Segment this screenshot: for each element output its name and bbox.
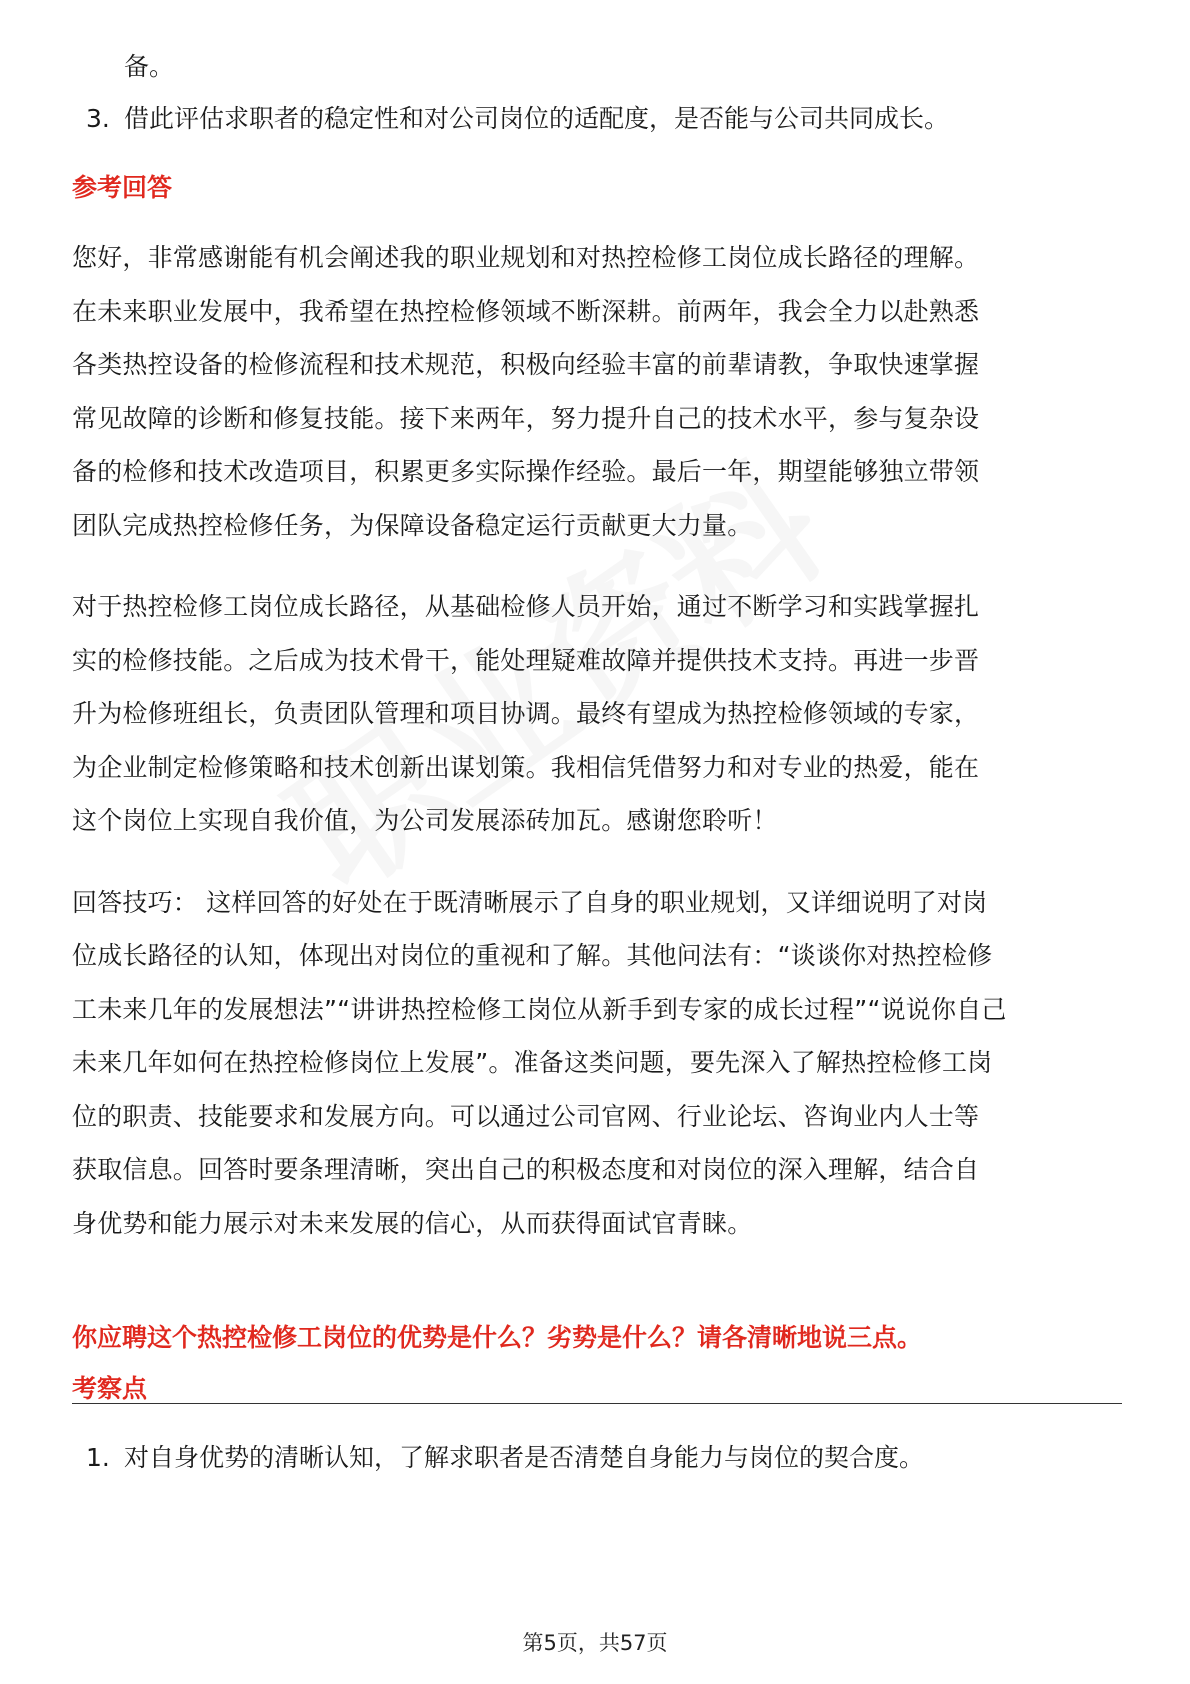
answer-para2-line: 为企业制定检修策略和技术创新出谋划策。我相信凭借努力和对专业的热爱，能在 [72,753,980,782]
tips-para-line: 回答技巧： 这样回答的好处在于既清晰展示了自身的职业规划，又详细说明了对岗 [72,888,988,917]
answer-para2-line: 这个岗位上实现自我价值，为公司发展添砖加瓦。感谢您聆听！ [72,806,778,835]
list-item-text: 借此评估求职者的稳定性和对公司岗位的适配度，是否能与公司共同成长。 [124,104,950,133]
list-item-number: 3. [86,104,110,133]
exam-point-heading: 考察点 [72,1374,148,1403]
answer-para2-line: 升为检修班组长，负责团队管理和项目协调。最终有望成为热控检修领域的专家， [72,699,980,728]
list-item-text: 对自身优势的清晰认知，了解求职者是否清楚自身能力与岗位的契合度。 [124,1443,925,1472]
question-heading: 你应聘这个热控检修工岗位的优势是什么？劣势是什么？请各清晰地说三点。 [72,1323,923,1352]
tips-para-line: 位的职责、技能要求和发展方向。可以通过公司官网、行业论坛、咨询业内人士等 [72,1102,980,1131]
section-divider [72,1403,1122,1404]
answer-heading: 参考回答 [72,173,173,202]
tips-para-line: 未来几年如何在热控检修岗位上发展”。准备这类问题，要先深入了解热控检修工岗 [72,1048,993,1077]
answer-para2-line: 实的检修技能。之后成为技术骨干，能处理疑难故障并提供技术支持。再进一步晋 [72,646,980,675]
list-item-3 [86,104,949,134]
tips-para-line: 身优势和能力展示对未来发展的信心，从而获得面试官青睐。 [72,1209,753,1238]
answer-para1-line: 各类热控设备的检修流程和技术规范，积极向经验丰富的前辈请教，争取快速掌握 [72,350,980,379]
answer-para1-line: 在未来职业发展中，我希望在热控检修领域不断深耕。前两年，我会全力以赴熟悉 [72,297,980,326]
list-item-continuation: 备。 [124,52,175,81]
page-number-footer: 第5页，共57页 [522,1631,668,1655]
list-item-number: 1. [86,1443,110,1472]
tips-para-line: 获取信息。回答时要条理清晰，突出自己的积极态度和对岗位的深入理解，结合自 [72,1155,980,1184]
answer-para1-line: 备的检修和技术改造项目，积累更多实际操作经验。最后一年，期望能够独立带领 [72,457,980,486]
answer-para1-line: 常见故障的诊断和修复技能。接下来两年，努力提升自己的技术水平，参与复杂设 [72,404,980,433]
answer-para2-line: 对于热控检修工岗位成长路径，从基础检修人员开始，通过不断学习和实践掌握扎 [72,592,980,621]
answer-para1-line: 团队完成热控检修任务，为保障设备稳定运行贡献更大力量。 [72,511,753,540]
tips-para-line: 位成长路径的认知，体现出对岗位的重视和了解。其他问法有：“谈谈你对热控检修 [72,941,993,970]
tips-para-line: 工未来几年的发展想法”“讲讲热控检修工岗位从新手到专家的成长过程”“说说你自己 [72,995,1007,1024]
exam-list-item-1 [86,1443,924,1473]
answer-para1-line: 您好，非常感谢能有机会阐述我的职业规划和对热控检修工岗位成长路径的理解。 [72,243,980,272]
